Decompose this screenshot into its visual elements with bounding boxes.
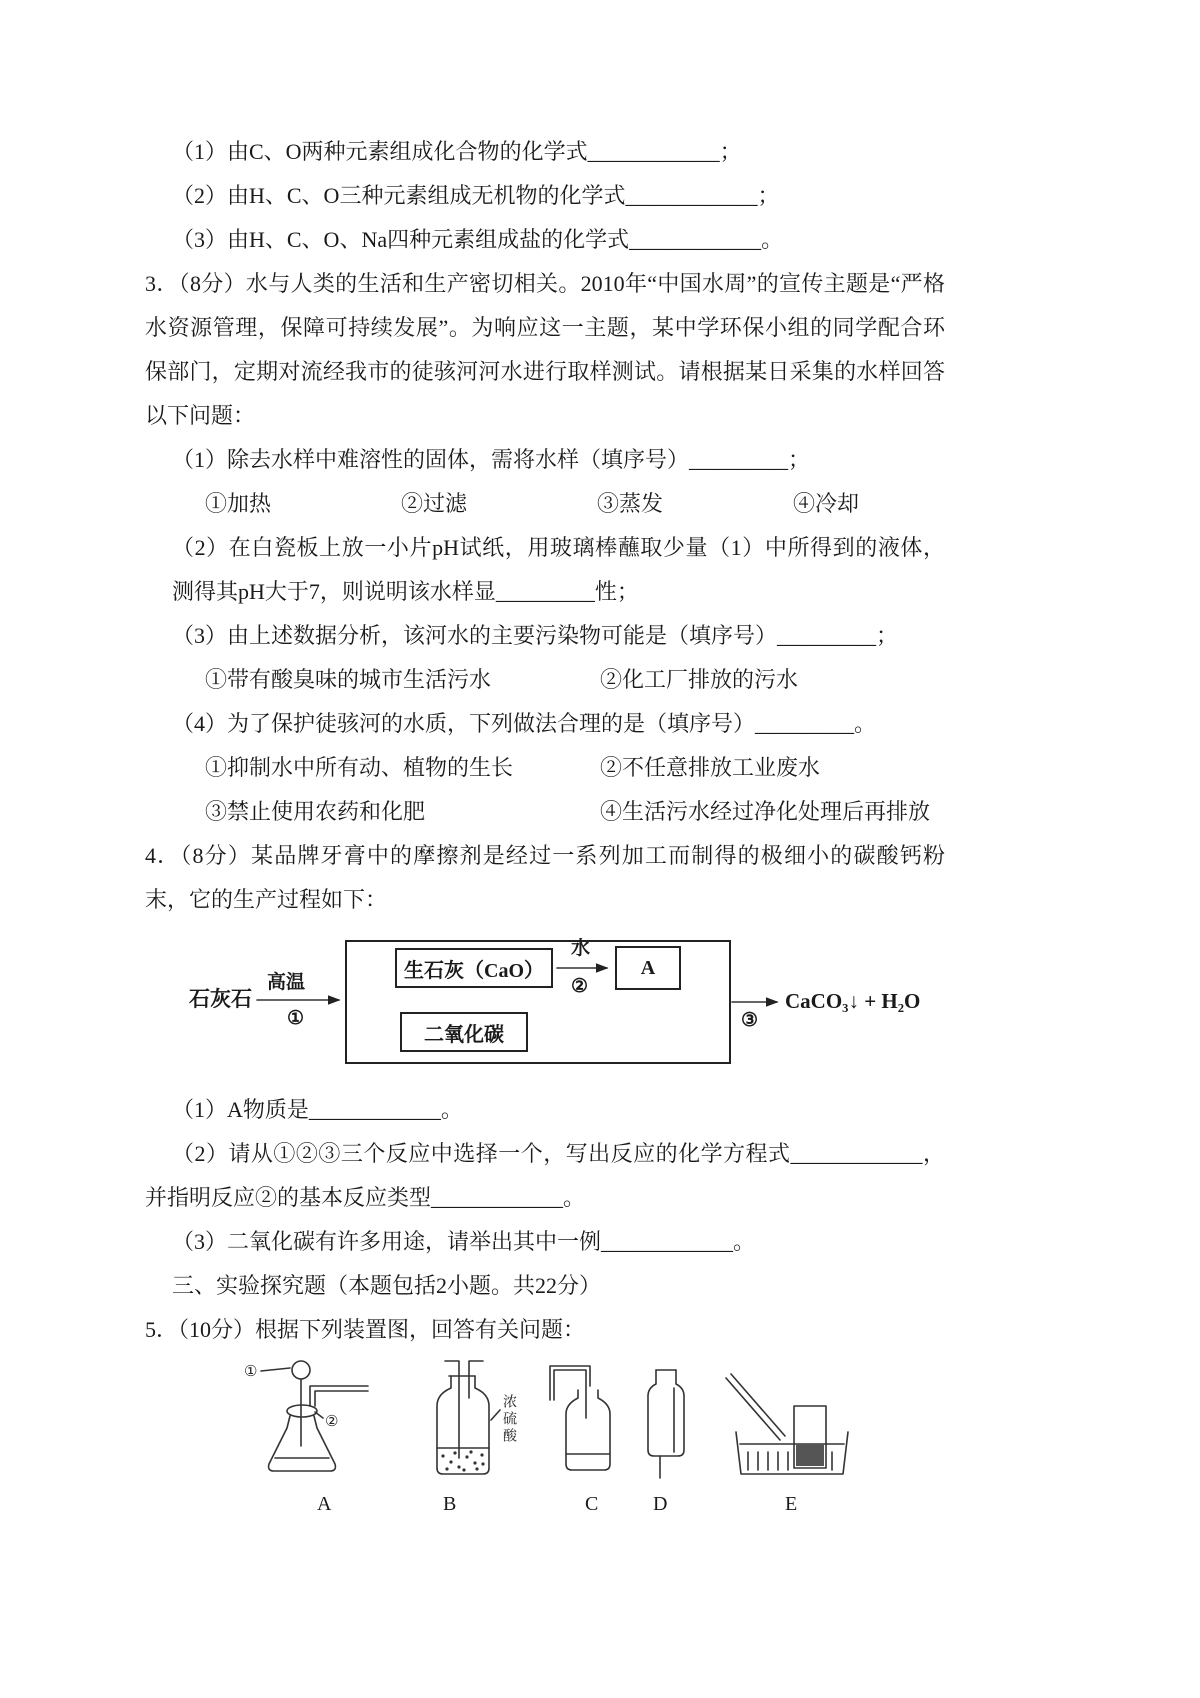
apparatus-a-flask-diagram bbox=[240, 1356, 400, 1488]
q3-subpart-3: （3）由上述数据分析，该河水的主要污染物可能是（填序号）_________； bbox=[172, 623, 899, 648]
flow-start-label: 石灰石 bbox=[189, 987, 252, 1011]
q5-stem: 5．（10分）根据下列装置图，回答有关问题： bbox=[145, 1317, 586, 1342]
delivery-tube-icon bbox=[726, 1378, 780, 1440]
apparatus-b-reagent-label: 浓硫酸 bbox=[501, 1394, 516, 1445]
flask-stopper-icon bbox=[287, 1405, 317, 1417]
substance-a-box: A bbox=[615, 946, 681, 990]
option-item: ①带有酸臭味的城市生活污水 bbox=[205, 667, 492, 692]
q3-subpart-2: （2）在白瓷板上放一小片pH试纸，用玻璃棒蘸取少量（1）中所得到的液体，测得其pH大于7，则说明该水样显_________性； bbox=[172, 535, 945, 604]
q4-subpart-3: （3）二氧化碳有许多用途，请举出其中一例____________。 bbox=[172, 1229, 756, 1254]
q3-part1-options bbox=[205, 482, 945, 526]
option-item: ④冷却 bbox=[793, 491, 860, 516]
q3-subpart-1: （1）除去水样中难溶性的固体，需将水样（填序号）_________； bbox=[172, 447, 811, 472]
q2-subpart-3: （3）由H、C、O、Na四种元素组成盐的化学式____________。 bbox=[172, 227, 784, 252]
bent-delivery-tube-icon bbox=[554, 1370, 586, 1418]
section3-heading: 三、实验探究题（本题包括2小题。共22分） bbox=[172, 1273, 602, 1298]
q4-subpart-1: （1）A物质是____________。 bbox=[172, 1097, 463, 1122]
water-fill-icon bbox=[796, 1444, 824, 1466]
q3-part3-options bbox=[205, 658, 945, 702]
q5-apparatus-figure bbox=[145, 1356, 945, 1531]
apparatus-a-number-1: ① bbox=[244, 1364, 258, 1380]
q2-subpart-2: （2）由H、C、O三种元素组成无机物的化学式____________； bbox=[172, 183, 780, 208]
narrow-bottle-icon bbox=[648, 1370, 684, 1456]
apparatus-e-water-trough-diagram bbox=[720, 1356, 860, 1488]
option-item: ①抑制水中所有动、植物的生长 bbox=[205, 755, 514, 780]
apparatus-label-d: D bbox=[653, 1493, 668, 1515]
option-item: ③蒸发 bbox=[597, 491, 664, 516]
q3-subpart-4: （4）为了保护徒骇河的水质，下列做法合理的是（填序号）_________。 bbox=[172, 711, 877, 736]
q3-stem: 3．（8分）水与人类的生活和生产密切相关。2010年“中国水周”的宣传主题是“严格水资源管理，保障可持续发展”。为响应这一主题，某中学环保小组的同学配合环保部门，定期对流经我市的徒骇河河水进行取样测试。请根据某日采集的水样回答以下问题： bbox=[145, 271, 945, 428]
apparatus-c-gas-bottle-diagram bbox=[540, 1356, 635, 1488]
arrow2-step-number: ② bbox=[571, 976, 589, 997]
option-item: ②不任意排放工业废水 bbox=[600, 755, 821, 780]
arrow3-step-number: ③ bbox=[741, 1010, 759, 1031]
apparatus-label-b: B bbox=[443, 1493, 457, 1515]
option-item: ①加热 bbox=[205, 491, 272, 516]
carbon-dioxide-box: 二氧化碳 bbox=[400, 1012, 528, 1052]
option-item: ③禁止使用农药和化肥 bbox=[205, 799, 426, 824]
arrow1-condition-label: 高温 bbox=[267, 972, 306, 993]
q4-subpart-2: （2）请从①②③三个反应中选择一个，写出反应的化学方程式____________，并指明反应②的基本反应类型____________。 bbox=[145, 1141, 945, 1210]
apparatus-label-c: C bbox=[585, 1493, 599, 1515]
option-item: ④生活污水经过净化处理后再排放 bbox=[600, 799, 931, 824]
option-item: ②化工厂排放的污水 bbox=[600, 667, 799, 692]
page-content bbox=[145, 130, 945, 1531]
washing-bottle-icon bbox=[437, 1376, 489, 1474]
thistle-funnel-bulb-icon bbox=[292, 1361, 310, 1379]
apparatus-a-number-2: ② bbox=[325, 1414, 339, 1430]
liquid-dots-icon bbox=[441, 1450, 484, 1471]
gas-bottle-icon bbox=[566, 1390, 610, 1470]
apparatus-d-vessel-diagram bbox=[630, 1356, 700, 1488]
flow-product-label: CaCO₃↓ + H₂O bbox=[785, 989, 921, 1013]
q3-part4-options-row1 bbox=[205, 746, 945, 790]
apparatus-label-e: E bbox=[785, 1493, 798, 1515]
arrow1-step-number: ① bbox=[287, 1008, 305, 1029]
quicklime-box: 生石灰（CaO） bbox=[395, 948, 553, 988]
arrow2-condition-label: 水 bbox=[571, 938, 591, 959]
q4-stem: 4．（8分）某品牌牙膏中的摩擦剂是经过一系列加工而制得的极细小的碳酸钙粉末，它的生产过程如下： bbox=[145, 843, 945, 912]
q4-flow-diagram bbox=[145, 934, 945, 1076]
apparatus-label-a: A bbox=[317, 1493, 332, 1515]
q2-subpart-1: （1）由C、O两种元素组成化合物的化学式____________； bbox=[172, 139, 742, 164]
option-item: ②过滤 bbox=[401, 491, 468, 516]
q3-part4-options-row2 bbox=[205, 790, 945, 834]
